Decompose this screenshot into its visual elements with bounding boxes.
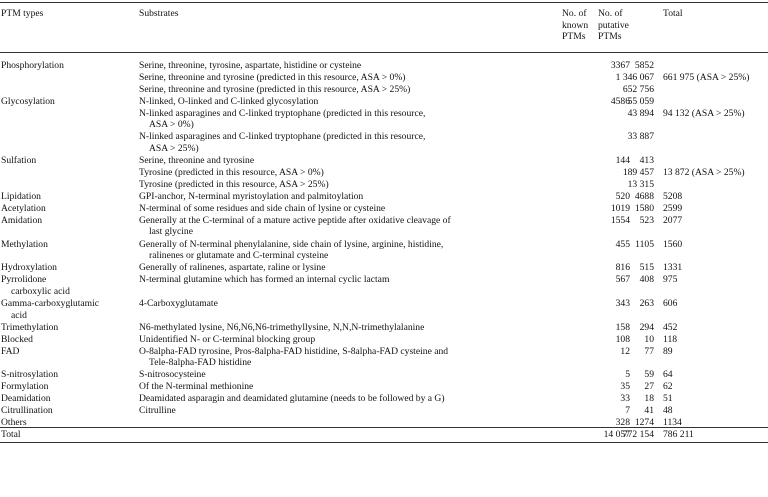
ptm-type-cell [1, 405, 131, 417]
substrate: Tyrosine (predicted in this resource, ASA > 25%) [139, 179, 329, 190]
ptm-type-cell [1, 298, 131, 321]
substrate: N-linked asparagines and C-linked tryptophane (predicted in this resource, [139, 107, 426, 119]
total-rule [0, 427, 768, 428]
putative-count: 18 [644, 393, 654, 405]
ptm-type-cell [1, 334, 131, 346]
substrate: Tyrosine (predicted in this resource, ASA > 0%) [139, 167, 324, 179]
ptm-type-cell [1, 191, 131, 203]
substrate-cell [139, 215, 549, 238]
total-count: 2077 [663, 214, 683, 226]
substrate-cell [139, 60, 549, 72]
known-count: 144 [615, 155, 630, 167]
ptm-type: Total [1, 428, 21, 440]
known-count: 35 [620, 381, 630, 393]
substrate-cell [139, 393, 549, 405]
substrate-cell [139, 203, 549, 215]
known-count: 108 [615, 333, 630, 345]
known-count: 455 [615, 238, 630, 250]
ptm-type-cell [1, 96, 131, 108]
substrate: Generally of N-terminal phenylalanine, side chain of lysine, arginine, histidine, [139, 238, 444, 250]
ptm-type: Gamma-carboxyglutamic [1, 298, 100, 309]
substrate: Citrulline [139, 405, 176, 417]
total-count: 661 975 (ASA > 25%) [663, 71, 750, 83]
known-count: 328 [615, 417, 630, 428]
substrate-continued: ASA > 25%) [149, 142, 199, 154]
known-count: 33 [620, 393, 630, 405]
ptm-type: FAD [1, 345, 20, 357]
substrate: Serine, threonine and tyrosine (predicted in this resource, ASA > 0%) [139, 71, 406, 83]
ptm-type-continued: carboxylic acid [11, 285, 70, 297]
top-rule [0, 2, 768, 3]
substrate-cell [139, 239, 549, 262]
ptm-type: Acetylation [1, 202, 46, 214]
substrate: N-terminal of some residues and side chain of lysine or cysteine [139, 202, 386, 214]
ptm-type: Methylation [1, 238, 48, 250]
substrate: GPI-anchor, N-terminal myristoylation and palmitoylation [139, 190, 364, 202]
bottom-rule [0, 442, 768, 443]
ptm-type-cell [1, 155, 131, 167]
ptm-type: Phosphorylation [1, 60, 64, 71]
ptm-type-continued: acid [11, 309, 27, 321]
ptm-type: Citrullination [1, 405, 53, 417]
total-count: 51 [663, 393, 673, 405]
substrate-cell [139, 72, 549, 84]
header-rule [0, 52, 768, 53]
ptm-type-cell [1, 381, 131, 393]
substrate-cell [139, 96, 549, 108]
substrate-cell [139, 274, 549, 286]
header-putative: No. of putative PTMs [598, 8, 629, 43]
ptm-type: Sulfation [1, 155, 37, 167]
known-count: 1019 [610, 202, 630, 214]
substrate: Serine, threonine and tyrosine [139, 155, 255, 167]
substrate-cell [139, 155, 549, 167]
substrate-cell [139, 405, 549, 417]
putative-count: 1 346 067 [615, 71, 654, 83]
substrate: Serine, threonine, tyrosine, aspartate, histidine or cysteine [139, 60, 362, 71]
substrate: N-linked, O-linked and C-linked glycosylation [139, 95, 319, 107]
putative-count: 413 [639, 155, 654, 167]
total-count: 452 [663, 321, 678, 333]
total-count: 64 [663, 369, 673, 381]
ptm-type-cell [1, 262, 131, 274]
known-count: 158 [615, 321, 630, 333]
substrate-cell [139, 369, 549, 381]
substrate-cell [139, 346, 549, 369]
putative-count: 43 894 [627, 107, 654, 119]
putative-count: 5852 [634, 60, 654, 71]
substrate-cell [139, 298, 549, 310]
ptm-type-cell [1, 429, 131, 441]
substrate-continued: ASA > 0%) [149, 119, 194, 131]
total-count: 1331 [663, 262, 683, 274]
total-count: 1134 [663, 417, 682, 428]
ptm-type-cell [1, 215, 131, 227]
substrate-cell [139, 191, 549, 203]
header-total: Total [663, 8, 683, 19]
putative-count: 77 [644, 345, 654, 357]
putative-count: 523 [639, 214, 654, 226]
substrate-cell [139, 322, 549, 334]
putative-count: 1274 [634, 417, 654, 428]
substrate-cell [139, 167, 549, 179]
ptm-type-cell [1, 322, 131, 334]
substrate: O-8alpha-FAD tyrosine, Pros-8alpha-FAD histidine, S-8alpha-FAD cysteine and [139, 345, 449, 357]
ptm-type-cell [1, 369, 131, 381]
header-substrates: Substrates [139, 8, 179, 19]
known-count: 520 [615, 190, 630, 202]
total-count: 606 [663, 298, 678, 309]
substrate-continued: Tele-8alpha-FAD histidine [149, 357, 252, 369]
known-count: 5 [625, 369, 630, 381]
known-count: 14 057 [603, 428, 630, 440]
ptm-type: Others [1, 417, 27, 428]
known-count: 3367 [610, 60, 630, 71]
total-count: 89 [663, 345, 673, 357]
ptm-type: S-nitrosylation [1, 369, 59, 381]
known-count: 12 [620, 345, 630, 357]
putative-count: 41 [644, 405, 654, 417]
ptm-type: Glycosylation [1, 95, 55, 107]
ptm-type-cell [1, 203, 131, 215]
ptm-type-cell [1, 239, 131, 251]
substrate-continued: last glycine [149, 226, 193, 238]
substrate: Of the N-terminal methionine [139, 381, 254, 393]
putative-count: 652 756 [622, 83, 654, 95]
ptm-type: Amidation [1, 214, 43, 226]
known-count: 1554 [610, 214, 630, 226]
substrate: Generally of ralinenes, aspartate, raline or lysine [139, 262, 326, 274]
putative-count: 408 [639, 274, 654, 286]
putative-count: 1580 [634, 202, 654, 214]
substrate: N-terminal glutamine which has formed an internal cyclic lactam [139, 274, 390, 286]
total-count: 62 [663, 381, 673, 393]
total-count: 5208 [663, 190, 683, 202]
putative-count: 1105 [635, 238, 654, 250]
total-count: 975 [663, 274, 678, 286]
ptm-type-cell [1, 60, 131, 72]
ptm-type: Blocked [1, 333, 33, 345]
ptm-type: Pyrrolidone [1, 274, 47, 286]
ptm-type: Formylation [1, 381, 49, 393]
putative-count: 263 [639, 298, 654, 309]
total-count: 2599 [663, 202, 683, 214]
substrate: 4-Carboxyglutamate [139, 298, 218, 309]
putative-count: 772 154 [622, 428, 654, 440]
total-count: 94 132 (ASA > 25%) [663, 107, 745, 119]
putative-count: 59 [644, 369, 654, 381]
substrate-cell [139, 131, 549, 154]
known-count: 343 [615, 298, 630, 309]
header-known: No. of known PTMs [562, 8, 589, 43]
total-count: 118 [663, 333, 678, 345]
ptm-type-cell [1, 274, 131, 297]
substrate: Serine, threonine and tyrosine (predicted in this resource, ASA > 25%) [139, 83, 411, 95]
total-count: 786 211 [663, 428, 694, 440]
substrate-cell [139, 334, 549, 346]
substrate-cell [139, 108, 549, 131]
substrate-continued: ralinenes or glutamate and C-terminal cysteine [149, 250, 329, 262]
substrate: Generally at the C-terminal of a mature active peptide after oxidative cleavage of [139, 214, 451, 226]
ptm-type-cell [1, 346, 131, 358]
ptm-type: Hydroxylation [1, 262, 57, 274]
putative-count: 189 457 [622, 167, 654, 179]
putative-count: 13 315 [627, 179, 654, 190]
total-count: 1560 [663, 238, 683, 250]
substrate-cell [139, 179, 549, 191]
known-count: 816 [615, 262, 630, 274]
known-count: 7 [625, 405, 630, 417]
known-count: 4586 [610, 95, 630, 107]
substrate: Unidentified N- or C-terminal blocking group [139, 333, 316, 345]
putative-count: 55 059 [627, 95, 654, 107]
total-count: 48 [663, 405, 673, 417]
putative-count: 515 [639, 262, 654, 274]
substrate: N6-methylated lysine, N6,N6,N6-trimethyllysine, N,N,N-trimethylalanine [139, 321, 425, 333]
putative-count: 4688 [634, 190, 654, 202]
substrate-cell [139, 84, 549, 96]
total-count: 13 872 (ASA > 25%) [663, 167, 745, 179]
known-count: 567 [615, 274, 630, 286]
header-ptm-types: PTM types [1, 8, 44, 19]
substrate-cell [139, 262, 549, 274]
ptm-type-cell [1, 393, 131, 405]
substrate: N-linked asparagines and C-linked tryptophane (predicted in this resource, [139, 131, 426, 143]
ptm-type: Lipidation [1, 190, 41, 202]
substrate-cell [139, 381, 549, 393]
substrate: Deamidated asparagin and deamidated glutamine (needs to be followed by a G) [139, 393, 445, 405]
putative-count: 10 [644, 333, 654, 345]
putative-count: 294 [639, 321, 654, 333]
putative-count: 33 887 [627, 131, 654, 143]
putative-count: 27 [644, 381, 654, 393]
ptm-type: Trimethylation [1, 321, 59, 333]
substrate: S-nitrosocysteine [139, 369, 206, 381]
ptm-type: Deamidation [1, 393, 51, 405]
